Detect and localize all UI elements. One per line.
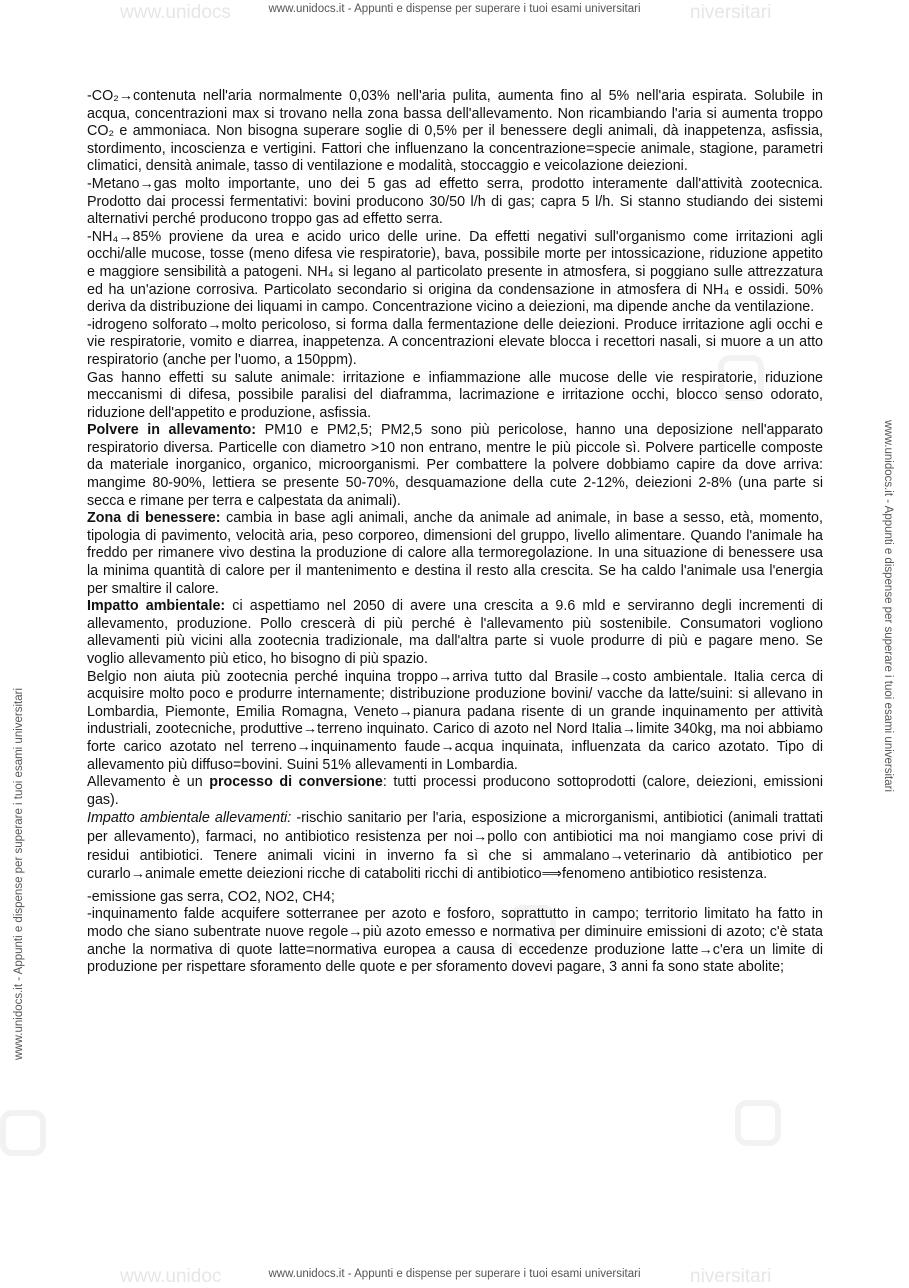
section-label-impatto-allevamenti: Impatto ambientale allevamenti: [87,810,292,827]
page-header: www.unidocs.it - Appunti e dispense per superare i tuoi esami universitari [268,3,641,15]
section-label-impatto-ambientale: Impatto ambientale: [87,598,226,615]
page-footer: www.unidocs.it - Appunti e dispense per superare i tuoi esami universitari [268,1268,641,1280]
paragraph-impatto-allevamenti [87,809,823,883]
footer-ghost-left: www.unidoc [120,1266,222,1287]
paragraph-impatto-allevamenti-text: -rischio sanitario per l'aria, esposizione a microrganismi, antibiotici (animali trattati per allevamento), farmaci, no antibiotico resistenza per noi→pollo con antibiotici ma noi mangiamo cose privi di residui antibiotici. Tenere animali vicini in inverno fa sì che si ammalano→veterinario dà antibiotico per curarlo→animale emette deiezioni ricche di cataboliti ricchi di antibiotico⟹fenomeno antibiotico resistenza. [87,810,823,883]
paragraph-effetti-gas: Gas hanno effetti su salute animale: irritazione e infiammazione alle mucose delle vie respiratorie, riduzione meccanismi di difesa, possibile paralisi del diaframma, lacrimazione e irritazione occhi, blocco senso odorato, riduzione dell'appetito e produzione, asfissia. [87,369,823,421]
paragraph-impatto-ambientale-text: ci aspettiamo nel 2050 di avere una crescita a 9.6 mld e serviranno degli incrementi di allevamento, produzione. Pollo crescerà di più perché è l'allevamento più sostenibile. Consumatori vogliono allevamenti più vicini alla zootecnia tradizionale, ma dall'altra parte si vuole produrre di più e pagare meno. Se voglio allevamento più etico, ho bisogno di più spazio. [87,598,823,667]
side-watermark-left: www.unidocs.it - Appunti e dispense per superare i tuoi esami universitari [13,687,25,1060]
paragraph-processo-conversione [87,774,823,809]
paragraph-polvere-text: PM10 e PM2,5; PM2,5 sono più pericolose, hanno una deposizione nell'apparato respiratorio diversa. Particelle con diametro >10 non entrano, mentre le più piccole sì. Polvere particelle composte da materiale inorganico, organico, microorganismi. Per combattere la polvere dobbiamo capire da dove arriva: mangime 80-90%, lettiera se presente 50-70%, desquamazione della cute 2-12%, deiezioni 2-8% (una parte si secca e rimane per terra e calpestata da animali). [87,422,823,509]
watermark-logo-icon [0,1110,46,1156]
watermark-logo-icon [735,1100,781,1146]
section-label-processo-conversione: processo di conversione [209,774,383,791]
paragraph-emissione-gas-serra: -emissione gas serra, CO2, NO2, CH4; [87,888,335,905]
paragraph-zona-benessere [87,510,823,598]
document-body [87,88,823,977]
section-label-zona-benessere: Zona di benessere: [87,510,221,527]
paragraph-processo-pre: Allevamento è un [87,774,210,791]
paragraph-processo-text: : tutti processi producono sottoprodotti (calore, deiezioni, emissioni gas). [87,774,823,808]
side-watermark-right: www.unidocs.it - Appunti e dispense per superare i tuoi esami universitari [882,420,894,793]
header-ghost-left: www.unidocs [120,2,231,23]
section-label-polvere: Polvere in allevamento: [87,422,256,439]
paragraph-metano: -Metano→gas molto importante, uno dei 5 gas ad effetto serra, prodotto interamente dall'attività zootecnica. Prodotto dai processi fermentativi: bovini producono 30/50 l/h di gas; capra 5 l/h. Si stanno studiando dei sistemi alternativi perché producono troppo gas ad effetto serra. [87,175,823,228]
footer-ghost-right: niversitari [690,1266,772,1287]
paragraph-polvere [87,422,823,510]
paragraph-nh4: -NH₄→85% proviene da urea e acido urico delle urine. Da effetti negativi sull'organismo come irritazioni agli occhi/alle mucose, tosse (meno difesa vie respiratorie), bava, possibile morte per intossicazione, riduzione appetito e maggiore sensibilità a patogeni. NH₄ si legano al particolato presente in atmosfera, si poggiano sulle attrezzatura ed ha un'azione corrosiva. Particolato secondario si origina da condensazione in atmosfera di NH₄ e ossidi. 50% deriva da distribuzione dei liquami in campo. Concentrazione vicino a deiezioni, ma dipende anche da ventilazione. [87,228,823,316]
header-ghost-right: niversitari [690,2,772,23]
paragraph-inquinamento-falde: -inquinamento falde acquifere sotterranee per azoto e fosforo, soprattutto in campo; territorio limitato ha fatto in modo che siano subentrate nuove regole→più azoto emesso e normativa per diminuire emissioni di azoto; c'è stata anche la normativa di quote latte=normativa europea a causa di eccedenze produzione latte→c'era un limite di produzione per rispettare sforamento delle quote e per sforamento dovevi pagare, 3 anni fa sono state abolite; [87,906,823,976]
paragraph-zona-benessere-text: cambia in base agli animali, anche da animale ad animale, in base a sesso, età, momento, tipologia di pavimento, velocità aria, peso corporeo, dimensioni del gruppo, livello alimentare. Quando l'animale ha freddo per rimanere vivo destina la produzione di calore alla termoregolazione. In una situazione di benessere usa la minima quantità di calore per il mantenimento e destina il resto alla crescita. Se ha caldo l'animale usa l'energia per smaltire il calore. [87,510,823,597]
paragraph-impatto-ambientale [87,598,823,668]
paragraph-idrogeno-solforato: -idrogeno solforato→molto pericoloso, si forma dalla fermentazione delle deiezioni. Produce irritazione agli occhi e vie respiratorie, vomito e diarrea, inappetenza. A concentrazioni elevate blocca i recettori nasali, si muore a un atto respiratorio (anche per l'uomo, a 150ppm). [87,316,823,368]
paragraph-co2: -CO₂→contenuta nell'aria normalmente 0,03% nell'aria pulita, aumenta fino al 5% nell'aria espirata. Solubile in acqua, concentrazioni max si trovano nella zona bassa dell'allevamento. Non ricambiando l'aria si aumenta troppo CO₂ e ammoniaca. Non bisogna superare soglie di 0,5% per il benessere degli animali, dà inappetenza, asfissia, stordimento, incoscienza e vertigini. Fattori che influenzano la concentrazione=specie animale, stagione, parametri climatici, densità animale, tasso di ventilazione e modalità, stoccaggio e veicolazione deiezioni. [87,88,823,175]
paragraph-belgio-italia: Belgio non aiuta più zootecnia perché inquina troppo→arriva tutto dal Brasile→costo ambientale. Italia cerca di acquisire molto poco e produrre internamente; distribuzione produzione bovini/ vacche da latte/suini: si allevano in Lombardia, Piemonte, Emilia Romagna, Veneto→pianura padana risente di un grande inquinamento per attività industriali, zootecniche, produttive→terreno inquinato. Carico di azoto nel Nord Italia→limite 340kg, ma noi abbiamo forte carico azotato nel terreno→inquinamento faude→acqua inquinata, influenzata da carico azotato. Tipo di allevamento più diffuso=bovini. Suini 51% allevamenti in Lombardia. [87,668,823,773]
